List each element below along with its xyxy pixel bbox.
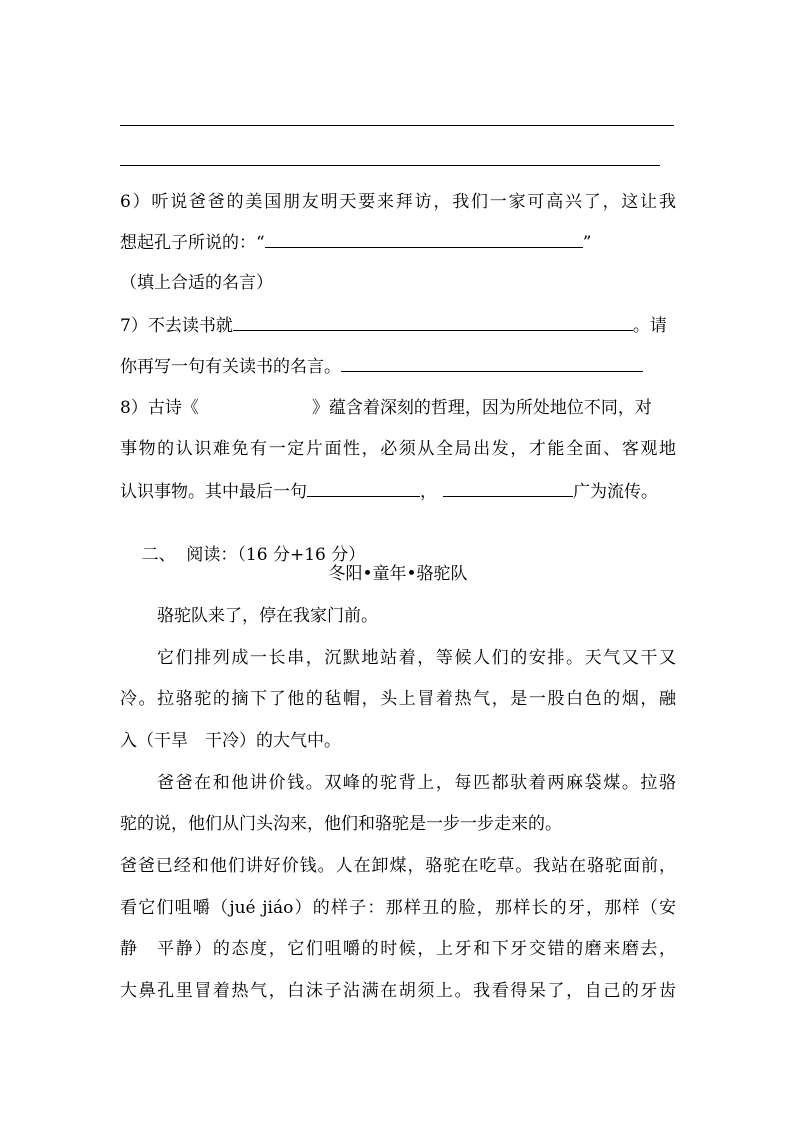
q7-answer-blank-2[interactable] [341,355,643,372]
q7-line2 [120,355,676,378]
q8-answer-blank-2[interactable] [443,480,573,497]
paragraph-text: 入（干旱 干冷）的大气中。 [120,731,341,751]
q8-line2 [120,438,676,460]
q7-prompt: 7）不去读书就 [120,316,233,336]
q6-line2 [120,231,676,254]
paragraph-3-line2 [120,813,676,835]
q6-text: 6）听说爸爸的美国朋友明天要来拜访，我们一家可高兴了，这让我 [120,192,676,212]
q6-hint: （填上合适的名言） [120,273,273,293]
q8-suffix: 广为流传。 [573,482,658,502]
paragraph-text: 它们排列成一长串，沉默地站着，等候人们的安排。天气又干又 [157,648,676,668]
q6-close-quote: ” [582,233,592,253]
paragraph-4-line4 [120,980,676,1002]
paragraph-text: 驼的说，他们从门头沟来，他们和骆驼是一步一步走来的。 [120,814,562,834]
q8-text: 》蕴含着深刻的哲理，因为所处地位不同，对 [311,398,652,418]
paragraph-text: 看它们咀嚼（jué jiáo）的样子：那样丑的脸，那样长的牙，那样（安 [120,898,676,918]
answer-line [120,165,660,166]
paragraph-2-line1 [157,647,676,669]
q8-prompt: 8）古诗《 [120,398,199,418]
q7-prompt-2: 你再写一句有关读书的名言。 [120,357,341,377]
paragraph-2-line2 [120,688,676,710]
q8-line1 [120,397,676,419]
q6-prompt: 想起孔子所说的：“ [120,233,265,253]
q8-comma: ， [420,482,437,502]
paragraph-1 [157,605,676,627]
q7-line1 [120,314,676,337]
paragraph-text: 冷。拉骆驼的摘下了他的毡帽，头上冒着热气，是一股白色的烟，融 [120,689,676,709]
paragraph-text: 静 平静）的态度，它们咀嚼的时候，上牙和下牙交错的磨来磨去， [120,939,676,959]
q8-text-2: 事物的认识难免有一定片面性，必须从全局出发，才能全面、客观地 [120,439,676,459]
q7-suffix: 。请 [632,316,667,336]
paragraph-text: 爸爸在和他讲价钱。双峰的驼背上，每匹都驮着两麻袋煤。拉骆 [157,773,676,793]
paragraph-text: 骆驼队来了，停在我家门前。 [157,606,378,626]
paragraph-4-line3 [120,938,676,960]
q8-answer-blank-1[interactable] [307,480,420,497]
paragraph-4-line2 [120,897,676,919]
q8-line3 [120,480,676,503]
article-title [120,563,676,585]
answer-line [120,125,674,126]
q6-line1 [120,191,676,213]
section-heading-text: 二、 阅读：（16 分+16 分） [141,545,366,565]
paragraph-text: 大鼻孔里冒着热气，白沫子沾满在胡须上。我看得呆了，自己的牙齿 [120,981,676,1001]
q8-prompt-3: 认识事物。其中最后一句 [120,482,307,502]
paragraph-2-line3 [120,730,676,752]
q6-answer-blank[interactable] [265,231,583,248]
q7-answer-blank[interactable] [233,314,633,331]
paragraph-4-line1 [120,855,676,877]
article-title-text: 冬阳•童年•骆驼队 [328,564,468,584]
paragraph-3-line1 [157,772,676,794]
q6-line3 [120,272,676,294]
paragraph-text: 爸爸已经和他们讲好价钱。人在卸煤，骆驼在吃草。我站在骆驼面前， [120,856,676,876]
